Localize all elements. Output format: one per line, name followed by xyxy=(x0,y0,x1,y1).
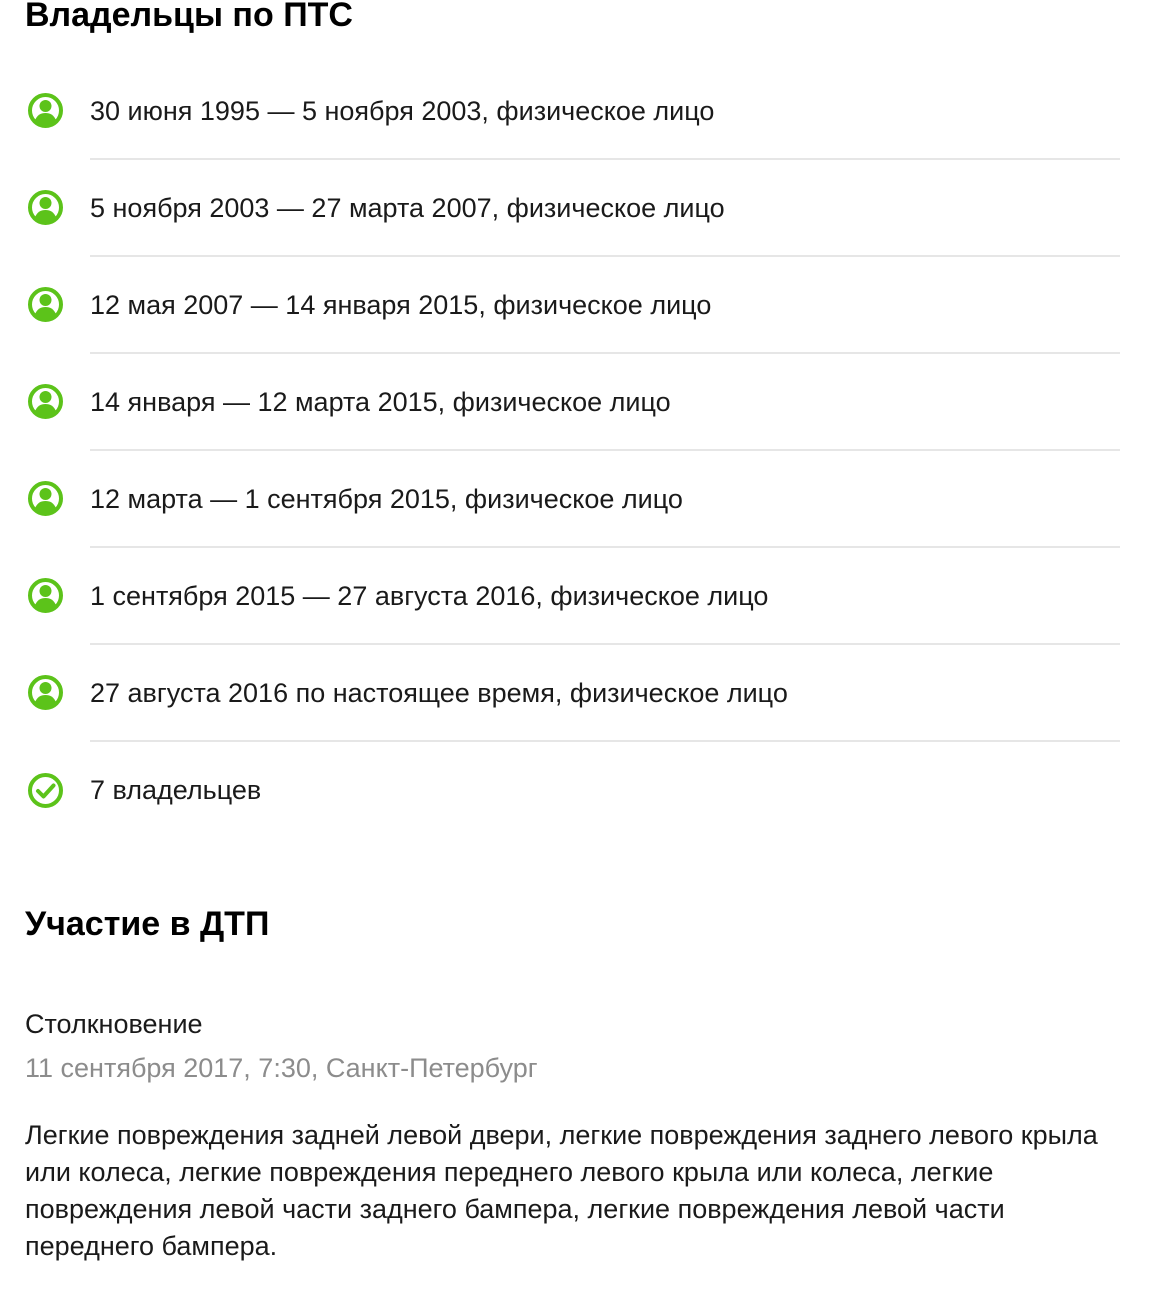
owner-item xyxy=(0,548,1149,645)
accident-description: Легкие повреждения задней левой двери, легкие повреждения заднего левого крыла или колеса, легкие повреждения переднего левого крыла или колеса, легкие повреждения левой части заднего бампера, легкие повреждения левой части переднего бампера. xyxy=(25,1120,1098,1261)
owners-count-row xyxy=(0,742,1149,839)
user-icon xyxy=(27,577,64,614)
owner-item xyxy=(0,451,1149,548)
owner-item xyxy=(0,63,1149,160)
owner-period: 1 сентября 2015 — 27 августа 2016, физическое лицо xyxy=(90,581,769,611)
owner-period: 5 ноября 2003 — 27 марта 2007, физическое лицо xyxy=(90,193,725,223)
owners-list xyxy=(0,63,1149,742)
owner-item xyxy=(0,257,1149,354)
accident-type: Столкновение xyxy=(25,1009,203,1039)
accidents-section-title: Участие в ДТП xyxy=(25,905,270,943)
owner-period: 12 марта — 1 сентября 2015, физическое лицо xyxy=(90,484,683,514)
user-icon xyxy=(27,189,64,226)
owners-count: 7 владельцев xyxy=(90,775,262,805)
owner-item xyxy=(0,354,1149,451)
user-icon xyxy=(27,92,64,129)
check-circle-icon xyxy=(27,772,64,809)
user-icon xyxy=(27,383,64,420)
owner-item xyxy=(0,645,1149,742)
owner-period: 14 января — 12 марта 2015, физическое лицо xyxy=(90,387,671,417)
owner-period: 27 августа 2016 по настоящее время, физическое лицо xyxy=(90,678,788,708)
accident-item xyxy=(25,1006,1125,1265)
accident-date-location: 11 сентября 2017, 7:30, Санкт-Петербург xyxy=(25,1053,538,1083)
user-icon xyxy=(27,480,64,517)
owners-section-title: Владельцы по ПТС xyxy=(25,0,353,34)
owner-period: 30 июня 1995 — 5 ноября 2003, физическое лицо xyxy=(90,96,715,126)
owner-period: 12 мая 2007 — 14 января 2015, физическое лицо xyxy=(90,290,712,320)
owner-item xyxy=(0,160,1149,257)
user-icon xyxy=(27,674,64,711)
user-icon xyxy=(27,286,64,323)
